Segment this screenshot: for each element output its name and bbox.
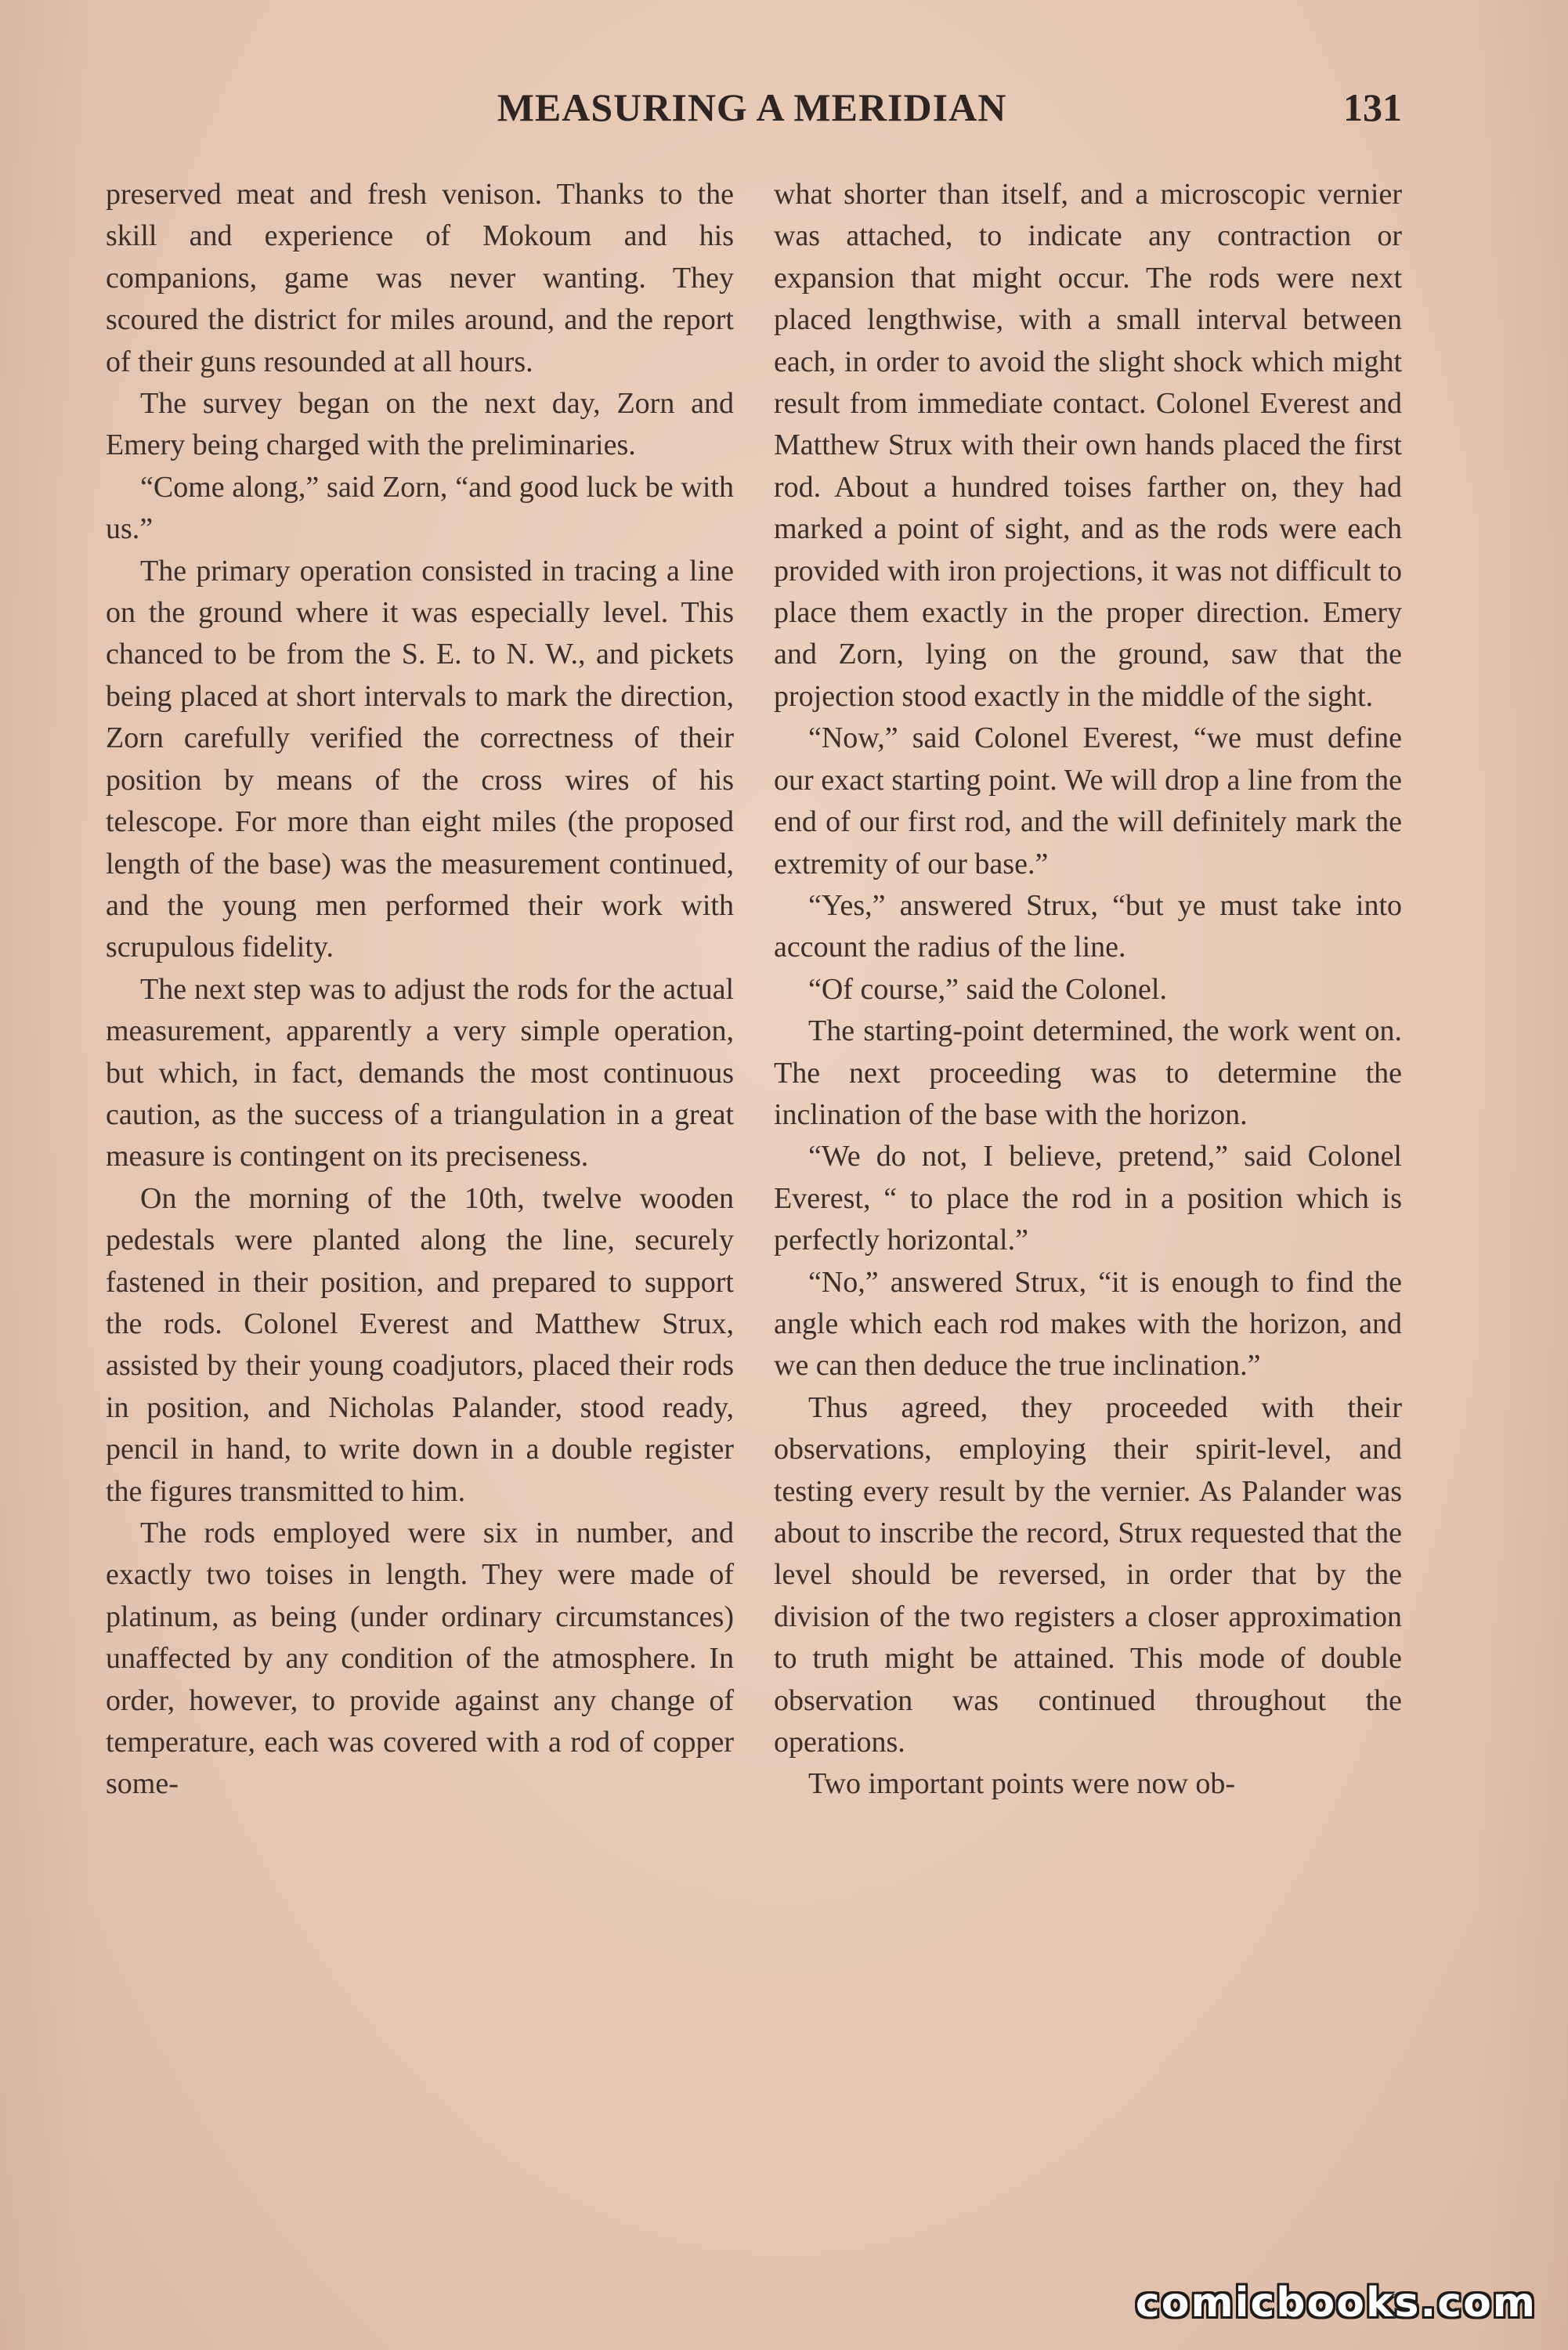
paragraph: On the morning of the 10th, twelve wooden pedestals were planted along the line, securely fastened in their position, and prepared to support the rods. Colonel Everest and Matthew Strux, assisted by their young coadjutors, placed their rods in position, and Nicholas Palander, stood ready, pencil in hand, to write down in a double register the figures transmitted to him. (106, 1181, 734, 1508)
watermark (1098, 2265, 1537, 2326)
paragraph: “Yes,” answered Strux, “but ye must take into account the radius of the line. (774, 888, 1402, 964)
paragraph: Thus agreed, they proceeded with their observations, employing their spirit-level, and testing every result by the vernier. As Palander was about to inscribe the record, Strux requested that the level should be reversed, in order that by the division of the two registers a closer approximation to truth might be attained. This mode of double observation was continued throughout the operations. (774, 1390, 1402, 1759)
paragraph: “No,” answered Strux, “it is enough to find the angle which each rod makes with the horizon, and we can then deduce the true inclination.” (774, 1265, 1402, 1383)
paragraph: Two important points were now ob- (808, 1767, 1236, 1801)
paragraph: “Come along,” said Zorn, “and good luck be with us.” (106, 470, 734, 546)
paragraph: The next step was to adjust the rods for the actual measurement, apparently a very simple operation, but which, in fact, demands the most continuous caution, as the success of a triangulation in a great measure is contingent on its preciseness. (106, 972, 734, 1173)
page-number: 131 (1343, 85, 1402, 129)
right-column (774, 174, 1402, 1806)
page-header (102, 85, 1402, 147)
paragraph: The starting-point determined, the work went on. The next proceeding was to determine the inclination of the base with the horizon. (774, 1014, 1402, 1131)
running-title: MEASURING A MERIDIAN (497, 85, 1007, 129)
paragraph: The survey began on the next day, Zorn and Emery being charged with the preliminaries. (106, 387, 734, 462)
paragraph: preserved meat and fresh venison. Thanks to the skill and experience of Mokoum and his companions, game was never wanting. They scoured the district for miles around, and the report of their guns resounded at all hours. (106, 178, 734, 378)
paragraph: “We do not, I believe, pretend,” said Colonel Everest, “ to place the rod in a position which is perfectly horizontal.” (774, 1140, 1402, 1257)
paragraph: The primary operation consisted in tracing a line on the ground where it was especially level. This chanced to be from the S. E. to N. W., and pickets being placed at short intervals to mark the direction, Zorn carefully verified the correctness of their position by means of the cross wires of his telescope. For more than eight miles (the proposed length of the base) was the measurement continued, and the young men performed their work with scrupulous fidelity. (106, 554, 734, 964)
left-column (106, 174, 734, 1806)
paragraph: what shorter than itself, and a microscopic vernier was attached, to indicate any contraction or expansion that might occur. The rods were next placed lengthwise, with a small interval between each, in order to avoid the slight shock which might result from immediate contact. Colonel Everest and Matthew Strux with their own hands placed the first rod. About a hundred toises farther on, they had marked a point of sight, and as the rods were each provided with iron projections, it was not difficult to place them exactly in the proper direction. Emery and Zorn, lying on the ground, saw that the projection stood exactly in the middle of the sight. (774, 178, 1402, 713)
paragraph: “Of course,” said the Colonel. (808, 972, 1167, 1006)
watermark-text: comicbooks.com (1135, 2280, 1537, 2326)
paragraph: “Now,” said Colonel Everest, “we must define our exact starting point. We will drop a line from the end of our first rod, and the will definitely mark the extremity of our base.” (774, 721, 1402, 880)
paragraph: The rods employed were six in number, and exactly two toises in length. They were made of platinum, as being (under ordinary circumstances) unaffected by any condition of the atmosphere. In order, however, to provide against any change of temperature, each was covered with a rod of copper some- (106, 1517, 734, 1801)
